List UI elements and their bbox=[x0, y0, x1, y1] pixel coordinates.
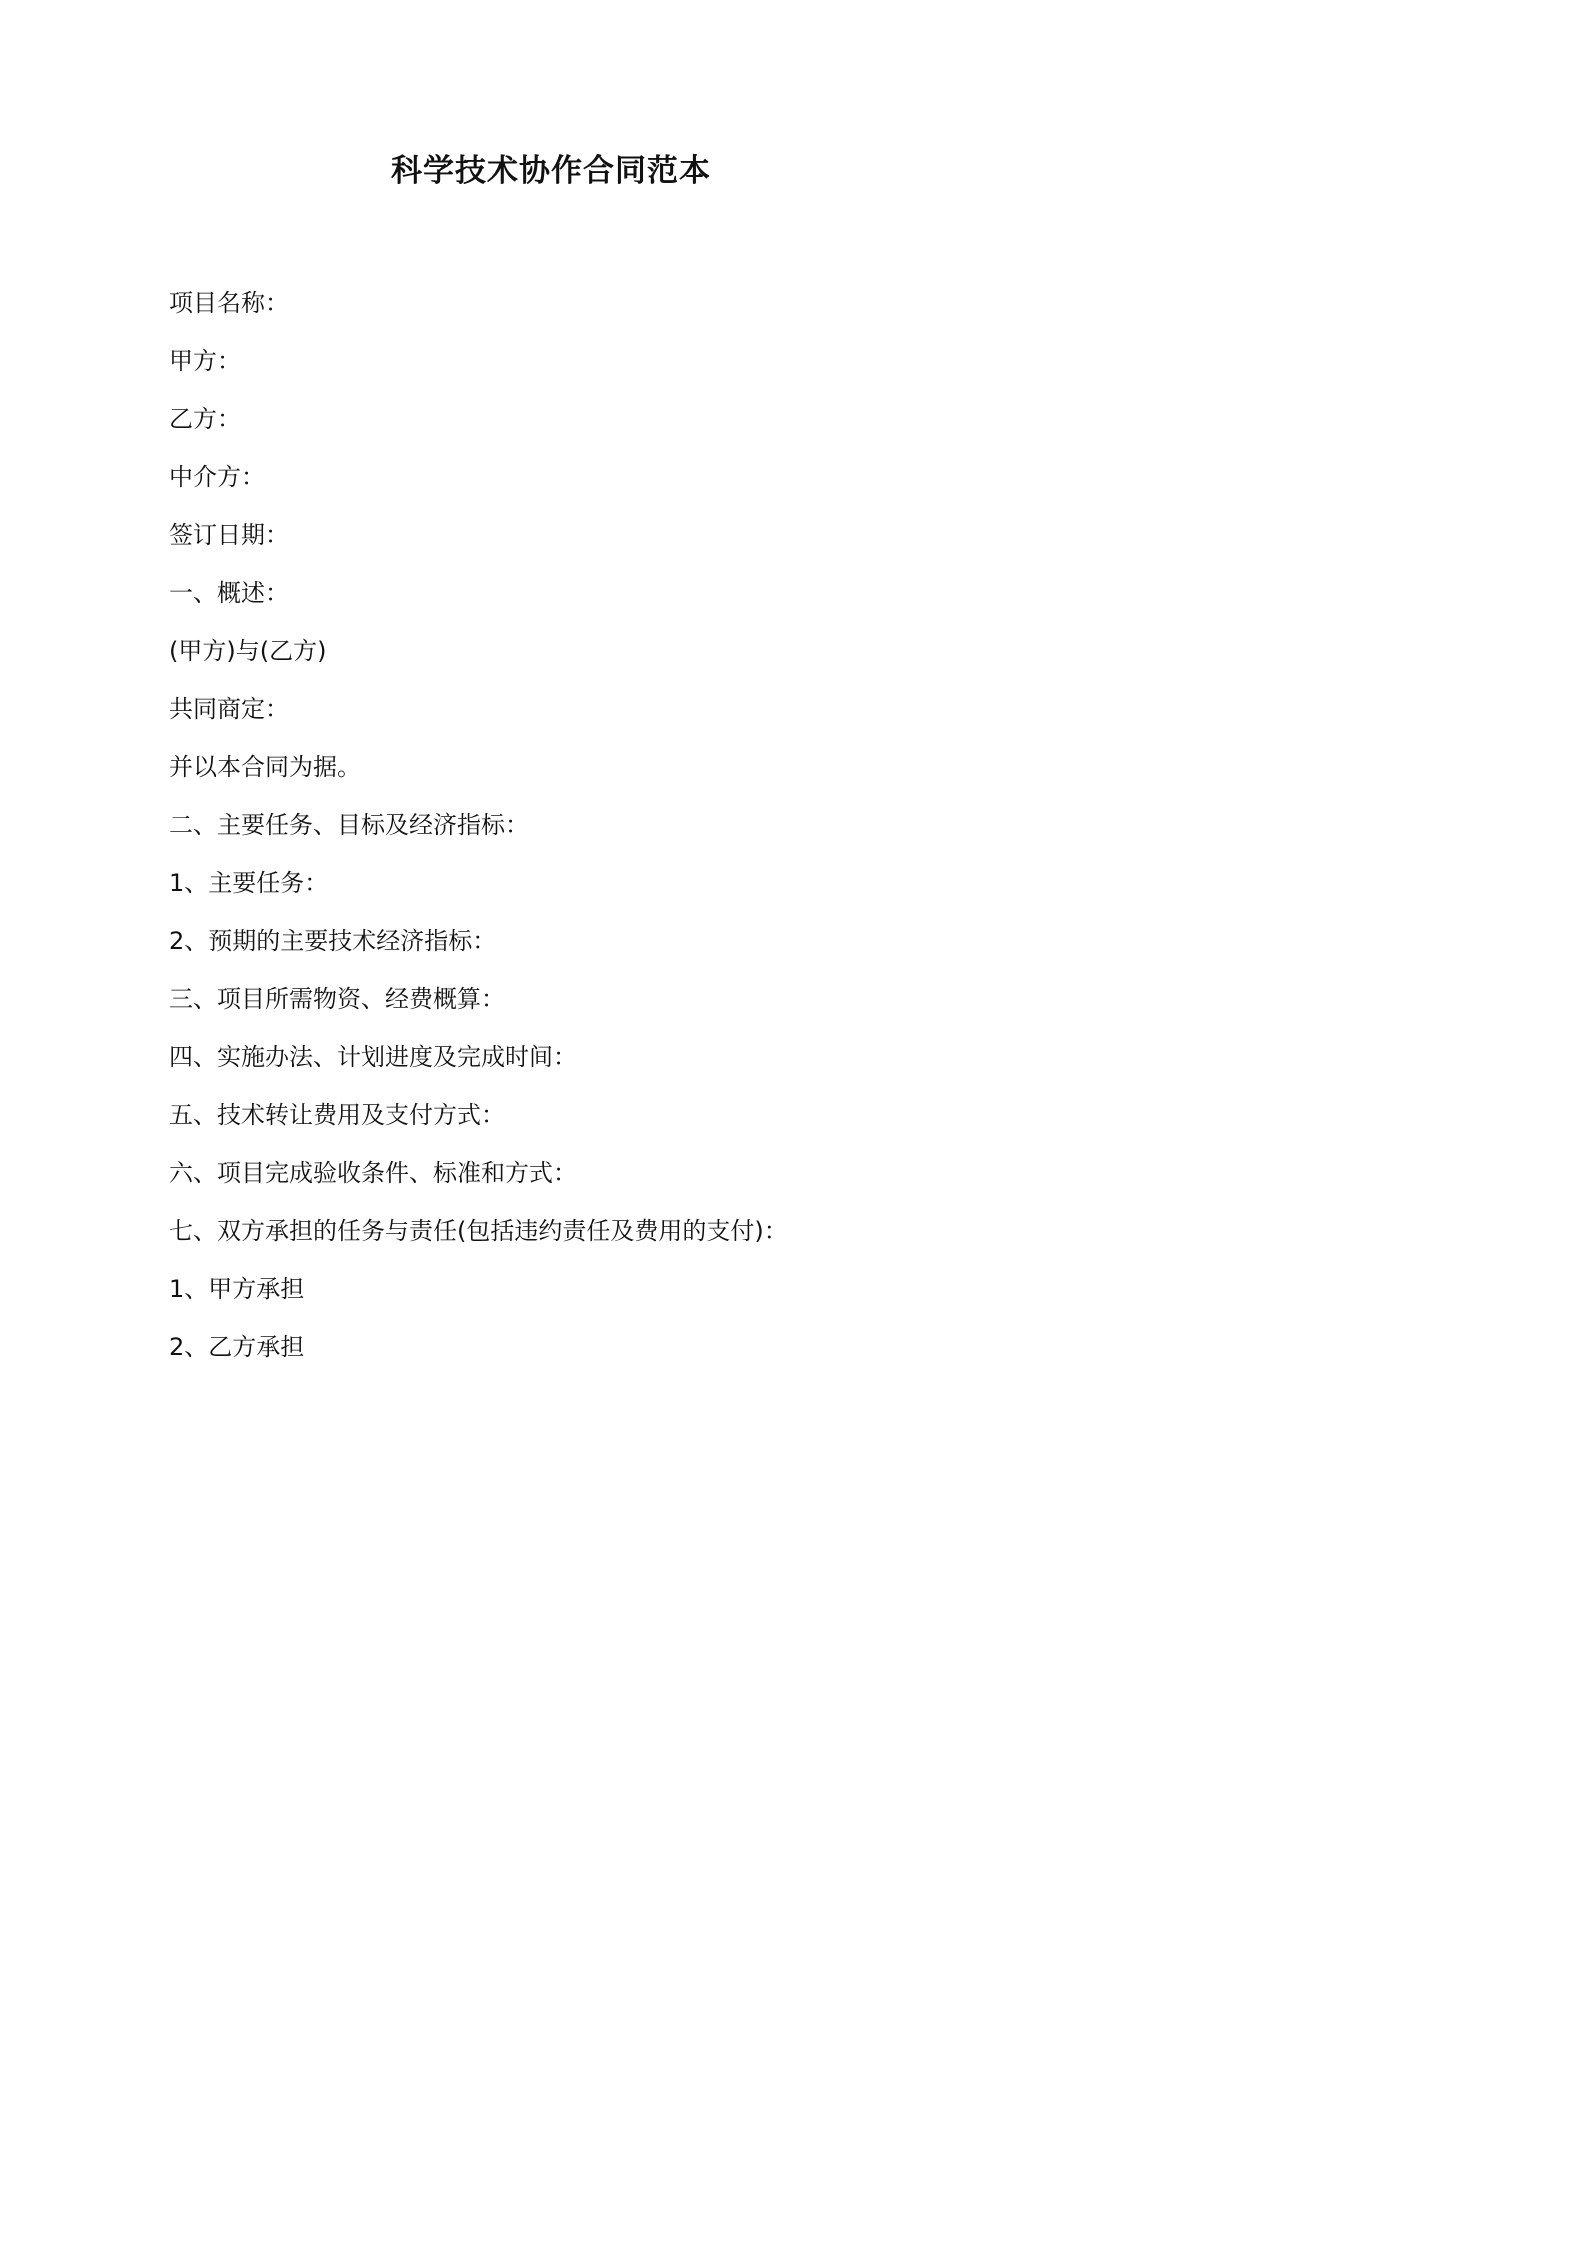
subsection-party-a-duties: 1、甲方承担 bbox=[169, 1275, 305, 1303]
field-project-name: 项目名称： bbox=[169, 289, 289, 317]
field-party-b: 乙方： bbox=[169, 405, 241, 433]
section-heading-overview: 一、概述： bbox=[169, 579, 289, 607]
body-text-parties: (甲方)与(乙方) bbox=[169, 637, 327, 665]
field-party-a: 甲方： bbox=[169, 347, 241, 375]
body-text-agreed: 共同商定： bbox=[169, 695, 289, 723]
section-heading-transfer-fee: 五、技术转让费用及支付方式： bbox=[169, 1101, 505, 1129]
body-text-basis: 并以本合同为据。 bbox=[169, 753, 361, 781]
subsection-party-b-duties: 2、乙方承担 bbox=[169, 1333, 305, 1361]
section-heading-materials-budget: 三、项目所需物资、经费概算： bbox=[169, 985, 505, 1013]
section-heading-acceptance: 六、项目完成验收条件、标准和方式： bbox=[169, 1159, 577, 1187]
field-signing-date: 签订日期： bbox=[169, 521, 289, 549]
document-body bbox=[169, 283, 969, 1385]
document-page bbox=[0, 0, 1102, 1559]
subsection-expected-indicators: 2、预期的主要技术经济指标： bbox=[169, 927, 497, 955]
field-intermediary: 中介方： bbox=[169, 463, 265, 491]
section-heading-responsibilities: 七、双方承担的任务与责任(包括违约责任及费用的支付)： bbox=[169, 1217, 788, 1245]
section-heading-implementation: 四、实施办法、计划进度及完成时间： bbox=[169, 1043, 577, 1071]
section-heading-tasks-targets: 二、主要任务、目标及经济指标： bbox=[169, 811, 529, 839]
document-title: 科学技术协作合同范本 bbox=[391, 153, 711, 189]
subsection-main-tasks: 1、主要任务： bbox=[169, 869, 329, 897]
